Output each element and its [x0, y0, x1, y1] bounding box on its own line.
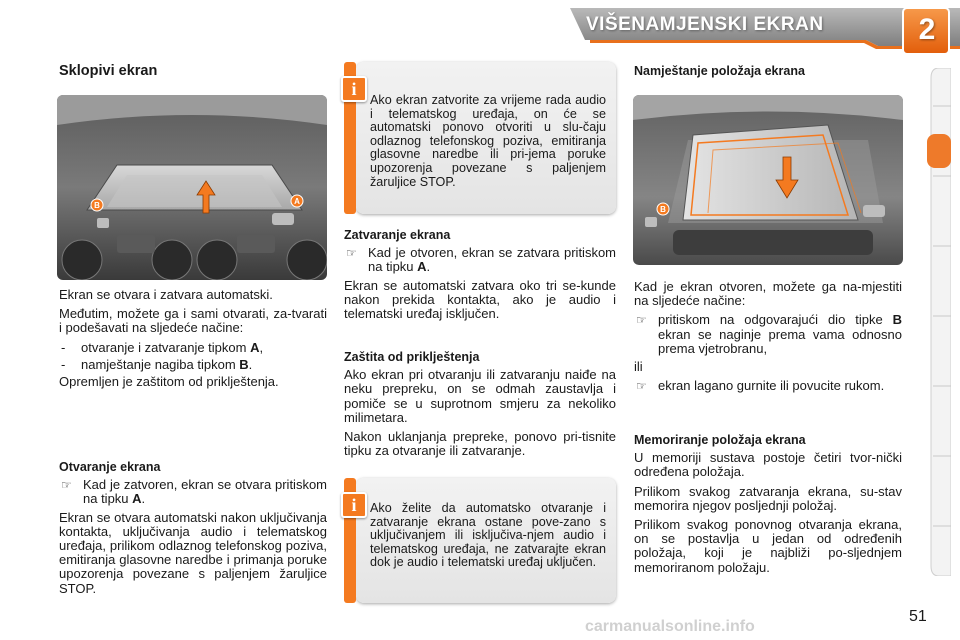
hand-pointer-icon: ☞: [636, 379, 647, 394]
subheading-memory: Memoriranje položaja ekrana: [634, 433, 806, 447]
hand-pointer-icon: ☞: [346, 246, 357, 261]
list-item: ☞ Kad je otvoren, ekran se zatvara pritiskom na tipku A.: [346, 245, 616, 275]
list-item: - otvaranje i zatvaranje tipkom A,: [61, 339, 264, 355]
body-paragraph: Ekran se automatski zatvara oko tri se-kunde nakon prekida kontakta, ako je audio i telematski uređaj isključen.: [344, 277, 616, 322]
callout-b-label: B: [94, 201, 100, 210]
page-number: 51: [909, 608, 927, 625]
body-paragraph: Kad je ekran otvoren, možete ga na-mjestiti na sljedeće načine:: [634, 279, 902, 309]
intro-paragraph: Međutim, možete ga i sami otvarati, za-tvarati i podešavati na sljedeće načine:: [59, 306, 327, 336]
list-item: ☞ Kad je zatvoren, ekran se otvara pritiskom na tipku A.: [61, 477, 327, 507]
chapter-number: 2: [918, 13, 936, 46]
body-paragraph: Ako ekran pri otvaranju ili zatvaranju naiđe na neku prepreku, on se odmah zaustavlja i pomiče se u suprotnom smjeru za nekoliko milimetara.: [344, 367, 616, 425]
or-text: ili: [634, 359, 643, 375]
info-icon: i: [341, 492, 367, 518]
page-title: VIŠENAMJENSKI EKRAN: [586, 14, 824, 35]
intro-paragraph: Ekran se otvara i zatvara automatski.: [59, 287, 273, 302]
subheading-adjust: Namještanje položaja ekrana: [634, 64, 805, 78]
watermark: carmanualsonline.info: [585, 618, 755, 635]
subheading-closing: Zatvaranje ekrana: [344, 228, 451, 242]
info-text: Ako želite da automatsko otvaranje i zatvaranje ekrana ostane pove-zano s uključivanjem ili isključiva-njem audio i telematskog uređaja, ne zatvarajte ekran dok je audio i telematski uređaj uključen.: [370, 501, 606, 570]
subheading-protection: Zaštita od priklještenja: [344, 350, 480, 364]
section-heading: Sklopivi ekran: [59, 63, 158, 79]
info-icon: i: [341, 76, 367, 102]
body-paragraph: Prilikom svakog zatvaranja ekrana, su-stav memorira njegov posljednji položaj.: [634, 483, 902, 513]
body-paragraph: Nakon uklanjanja prepreke, ponovo pri-tisnite tipku za otvaranje ili zatvaranje.: [344, 429, 616, 459]
chapter-tabs[interactable]: [927, 68, 951, 576]
list-item: - namještanje nagiba tipkom B.: [61, 356, 253, 372]
callout-b-label: B: [660, 205, 666, 214]
list-item: ☞ pritiskom na odgovarajući dio tipke B ekran se naginje prema vama odnosno prema vjetrobranu,: [636, 312, 902, 356]
list-item: ☞ ekran lagano gurnite ili povucite rukom.: [636, 378, 885, 394]
dashboard-screen-illustration: [57, 95, 327, 280]
body-paragraph: Prilikom svakog ponovnog otvaranja ekrana, on se postavlja u jedan od određenih položaja, koji je najbliži po-sljednjem memoriranom položaju.: [634, 517, 902, 575]
hand-pointer-icon: ☞: [61, 478, 72, 493]
info-text: Ako ekran zatvorite za vrijeme rada audio i telematskog uređaja, on će se automatski ponovo otvoriti u slu-čaju odlaznog telefonskog poziva, emitiranja glasovne naredbe ili pri-jema poruke upozorenja povezane s paljenjem žaruljice STOP.: [370, 93, 606, 189]
screen-tilt-illustration: [633, 95, 903, 265]
callout-a-label: A: [294, 197, 300, 206]
hand-pointer-icon: ☞: [636, 313, 647, 328]
intro-paragraph: Opremljen je zaštitom od priklještenja.: [59, 374, 279, 390]
body-paragraph: U memoriji sustava postoje četiri tvor-nički određena položaja.: [634, 450, 902, 480]
body-paragraph: Ekran se otvara automatski nakon uključivanja kontakta, uključivanja audio i telematskog uređaja, prilikom odlaznog telefonskog poziva, emitiranja glasovne naredbe i primanja poruke upozorenja povezane s paljenjem žaruljice STOP.: [59, 509, 327, 596]
subheading-opening: Otvaranje ekrana: [59, 460, 161, 474]
